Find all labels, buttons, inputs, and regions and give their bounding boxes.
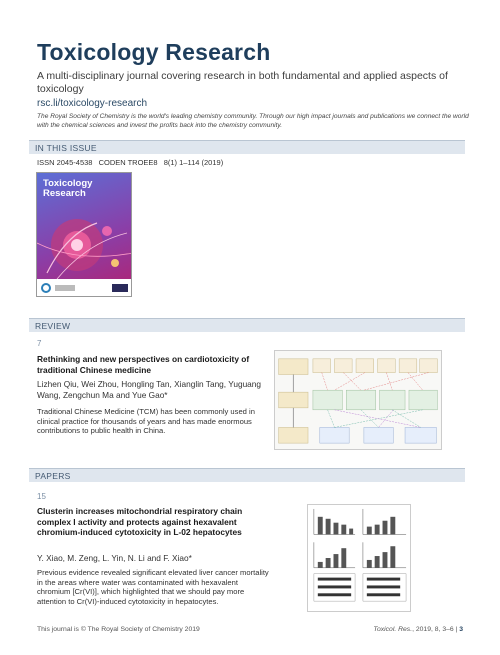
- volume-info: 8(1) 1–114 (2019): [163, 158, 224, 167]
- section-bar-papers: [29, 468, 465, 482]
- journal-subtitle: A multi-disciplinary journal covering research in both fundamental and applied aspects of toxicology: [37, 70, 448, 95]
- review-title[interactable]: Rethinking and new perspectives on cardiotoxicity of traditional Chinese medicine: [37, 354, 250, 375]
- partner-logo-icon: [112, 284, 128, 292]
- section-bar-review: [29, 318, 465, 332]
- journal-cover-image[interactable]: [36, 172, 132, 297]
- section-label: IN THIS ISSUE: [35, 143, 97, 153]
- review-graphical-abstract[interactable]: [274, 350, 442, 450]
- journal-title: Toxicology Research: [37, 39, 271, 65]
- section-bar-in-this-issue: [29, 140, 465, 154]
- cover-title-line: Research: [43, 188, 86, 199]
- issn: ISSN 2045-4538: [37, 158, 93, 167]
- review-abstract: Traditional Chinese Medicine (TCM) has been commonly used in clinical practice for thousands of years and has made enormous contributions to public health in China.: [37, 407, 255, 436]
- journal-url[interactable]: rsc.li/toxicology-research: [37, 98, 148, 109]
- rsc-blurb: The Royal Society of Chemistry is the world's leading chemistry community. Through our high impact journals and publications we connect the world with the chemical sciences and invest the profits back into the chemistry community.: [37, 113, 469, 129]
- cover-footer: [37, 279, 132, 296]
- section-label: REVIEW: [35, 321, 71, 331]
- cover-title: [43, 179, 92, 199]
- paper-graphical-abstract[interactable]: [307, 504, 411, 612]
- footer-page-number: 3: [459, 626, 463, 633]
- issue-info: [37, 158, 227, 167]
- section-label: PAPERS: [35, 471, 71, 481]
- coden: CODEN TROEE8: [98, 158, 158, 167]
- footer-copyright: This journal is © The Royal Society of Chemistry 2019: [37, 626, 200, 633]
- footer-journal-abbrev: Toxicol. Res.: [373, 626, 413, 633]
- review-authors: Lizhen Qiu, Wei Zhou, Hongling Tan, Xianglin Tang, Yuguang Wang, Zengchun Ma and Yue Gao*: [37, 379, 262, 400]
- paper-authors: Y. Xiao, M. Zeng, L. Yin, N. Li and F. Xiao*: [37, 553, 192, 563]
- paper-title[interactable]: Clusterin increases mitochondrial respiratory chain complex I activity and protects against hexavalent chromium-induced cytotoxicity in L-02 hepatocytes: [37, 506, 243, 537]
- footer-ref: , 2019, 8, 3–6 |: [412, 626, 458, 633]
- paper-page-number: 15: [37, 492, 46, 501]
- rsc-logo-icon: [41, 283, 51, 293]
- cover-artwork: [37, 213, 132, 281]
- cover-title-line: Toxicology: [43, 178, 93, 189]
- paper-abstract: Previous evidence revealed significant elevated liver cancer mortality in the areas where water was contaminated with hexavalent chromium [Cr(VI)], which highlighted that we should pay more attention to Cr(VI)-induced cytotoxicity in hepatocytes.: [37, 568, 269, 606]
- review-page-number: 7: [37, 339, 42, 348]
- publisher-logo-icon: [55, 285, 75, 291]
- footer-citation: [373, 626, 463, 633]
